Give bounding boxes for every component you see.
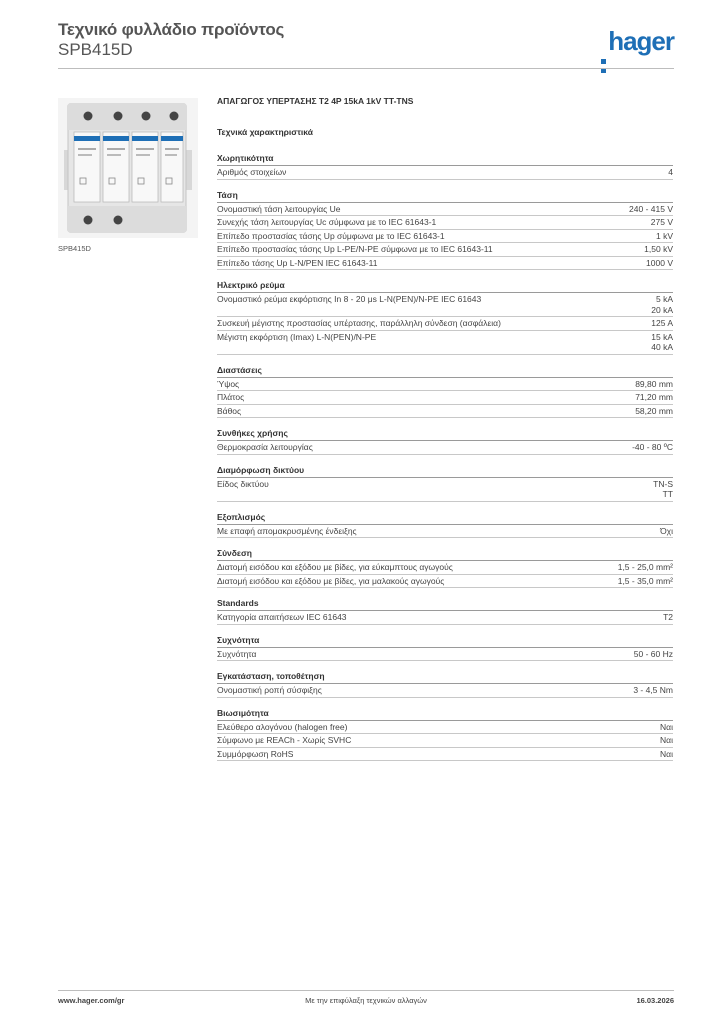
spec-value: Ναι bbox=[660, 735, 673, 745]
spec-label: Συμμόρφωση RoHS bbox=[217, 748, 294, 759]
spec-label: Επίπεδο προστασίας τάσης Up L-PE/N-PE σύμφωνα με το IEC 61643-11 bbox=[217, 244, 493, 254]
spec-value: 15 kA 40 kA bbox=[651, 331, 673, 352]
spec-row bbox=[217, 748, 673, 762]
section-title: Βιωσιμότητα bbox=[217, 708, 673, 721]
spec-label: Σύμφωνο με REACh - Χωρίς SVHC bbox=[217, 735, 352, 745]
spec-row bbox=[217, 478, 673, 502]
spec-label: Επίπεδο προστασίας τάσης Up σύμφωνα με το IEC 61643-1 bbox=[217, 230, 445, 241]
footer-note: Με την επιφύλαξη τεχνικών αλλαγών bbox=[305, 996, 427, 1005]
spec-row bbox=[217, 378, 673, 392]
header-divider bbox=[58, 68, 674, 69]
spec-row bbox=[217, 721, 673, 735]
spec-row bbox=[217, 405, 673, 419]
section-title: Σύνδεση bbox=[217, 548, 673, 561]
spec-row bbox=[217, 391, 673, 405]
spec-value: 1,5 - 35,0 mm² bbox=[617, 575, 673, 586]
spec-value: Ναι bbox=[660, 721, 673, 732]
spec-label: Ονομαστική τάση λειτουργίας Ue bbox=[217, 203, 341, 214]
spec-label: Ονομαστικό ρεύμα εκφόρτισης In 8 - 20 μs L-N(PEN)/N-PE IEC 61643 bbox=[217, 294, 482, 304]
document-header bbox=[58, 20, 674, 68]
section-title: Εγκατάσταση, τοποθέτηση bbox=[217, 671, 673, 684]
spec-label: Ελεύθερο αλογόνου (halogen free) bbox=[217, 721, 348, 732]
spec-row bbox=[217, 611, 673, 625]
logo-text: hager bbox=[608, 26, 674, 56]
spec-value: 3 - 4,5 Nm bbox=[633, 685, 673, 695]
product-image-caption: SPB415D bbox=[58, 244, 91, 253]
spec-value: TN-S TT bbox=[653, 478, 673, 499]
spec-label: Διατομή εισόδου και εξόδου με βίδες, για μαλακούς αγωγούς bbox=[217, 575, 445, 586]
spec-row bbox=[217, 331, 673, 355]
document-subtitle: SPB415D bbox=[58, 40, 133, 59]
spec-row bbox=[217, 166, 673, 180]
section-title: Συνθήκες χρήσης bbox=[217, 428, 673, 441]
spec-label: Είδος δικτύου bbox=[217, 478, 269, 489]
spec-value: 1 kV bbox=[655, 230, 673, 241]
spec-value: 4 bbox=[668, 167, 673, 177]
section-title: Συχνότητα bbox=[217, 635, 673, 648]
document-title: Τεχνικό φυλλάδιο προϊόντος bbox=[58, 20, 285, 39]
spec-label: Μέγιστη εκφόρτιση (Imax) L-N(PEN)/N-PE bbox=[217, 331, 377, 342]
spec-row bbox=[217, 734, 673, 748]
spec-value: 1,5 - 25,0 mm² bbox=[617, 562, 673, 572]
spec-label: Συχνότητα bbox=[217, 648, 257, 659]
spec-label: Με επαφή απομακρυσμένης ένδειξης bbox=[217, 525, 357, 536]
footer-divider bbox=[58, 990, 674, 991]
section-title: Εξοπλισμός bbox=[217, 512, 673, 525]
spec-value: T2 bbox=[663, 612, 673, 622]
product-image bbox=[58, 98, 198, 238]
product-name: ΑΠΑΓΩΓΟΣ ΥΠΕΡΤΑΣΗΣ T2 4P 15kA 1kV TT-TNS bbox=[217, 96, 414, 106]
spec-value: 5 kA 20 kA bbox=[651, 294, 673, 315]
spec-row bbox=[217, 525, 673, 539]
spec-label: Βάθος bbox=[217, 405, 242, 416]
spec-value: 58,20 mm bbox=[635, 405, 673, 416]
spec-value: 1000 V bbox=[646, 257, 673, 268]
spec-row bbox=[217, 575, 673, 589]
section-title: Standards bbox=[217, 598, 673, 611]
section-title: Χωρητικότητα bbox=[217, 153, 673, 166]
spec-label: Αριθμός στοιχείων bbox=[217, 167, 287, 177]
section-title: Διαστάσεις bbox=[217, 365, 673, 378]
spec-row bbox=[217, 243, 673, 257]
spec-value: 240 - 415 V bbox=[629, 203, 673, 214]
spec-value: 50 - 60 Hz bbox=[633, 648, 673, 659]
spec-label: Κατηγορία απαιτήσεων IEC 61643 bbox=[217, 612, 347, 622]
spec-sections bbox=[217, 153, 673, 761]
spec-label: Συσκευή μέγιστης προστασίας υπέρτασης, παράλληλη σύνδεση (ασφάλεια) bbox=[217, 318, 501, 328]
spec-heading: Τεχνικά χαρακτηριστικά bbox=[217, 127, 313, 137]
spec-value: 71,20 mm bbox=[635, 392, 673, 402]
spec-label: Ονομαστική ροπή σύσφιξης bbox=[217, 685, 322, 695]
spec-value: 89,80 mm bbox=[635, 378, 673, 389]
spec-label: Συνεχής τάση λειτουργίας Uc σύμφωνα με το IEC 61643-1 bbox=[217, 217, 437, 227]
spec-row bbox=[217, 230, 673, 244]
hager-logo bbox=[601, 26, 674, 57]
spec-row bbox=[217, 203, 673, 217]
spec-value: 275 V bbox=[650, 217, 673, 227]
spec-value: 1,50 kV bbox=[644, 244, 673, 254]
section-title: Ηλεκτρικό ρεύμα bbox=[217, 280, 673, 293]
spec-row bbox=[217, 648, 673, 662]
spec-value: -40 - 80 ºC bbox=[632, 442, 673, 452]
spec-value: 125 A bbox=[651, 318, 673, 328]
section-title: Τάση bbox=[217, 190, 673, 203]
spec-row bbox=[217, 561, 673, 575]
section-title: Διαμόρφωση δικτύου bbox=[217, 465, 673, 478]
spec-label: Ύψος bbox=[217, 378, 240, 389]
spec-label: Πλάτος bbox=[217, 392, 245, 402]
footer-date: 16.03.2026 bbox=[636, 996, 674, 1005]
spec-row bbox=[217, 216, 673, 230]
spec-row bbox=[217, 257, 673, 271]
spec-row bbox=[217, 684, 673, 698]
spec-row bbox=[217, 293, 673, 317]
surge-protector-illustration bbox=[58, 98, 198, 238]
spec-row bbox=[217, 317, 673, 331]
spec-label: Επίπεδο τάσης Up L-N/PEN IEC 61643-11 bbox=[217, 257, 378, 268]
spec-value: Όχι bbox=[660, 525, 673, 536]
spec-label: Διατομή εισόδου και εξόδου με βίδες, για εύκαμπτους αγωγούς bbox=[217, 562, 453, 572]
spec-label: Θερμοκρασία λειτουργίας bbox=[217, 442, 313, 452]
spec-row bbox=[217, 441, 673, 455]
spec-value: Ναι bbox=[660, 748, 673, 759]
spec-content bbox=[217, 96, 673, 761]
footer-website: www.hager.com/gr bbox=[58, 996, 125, 1005]
